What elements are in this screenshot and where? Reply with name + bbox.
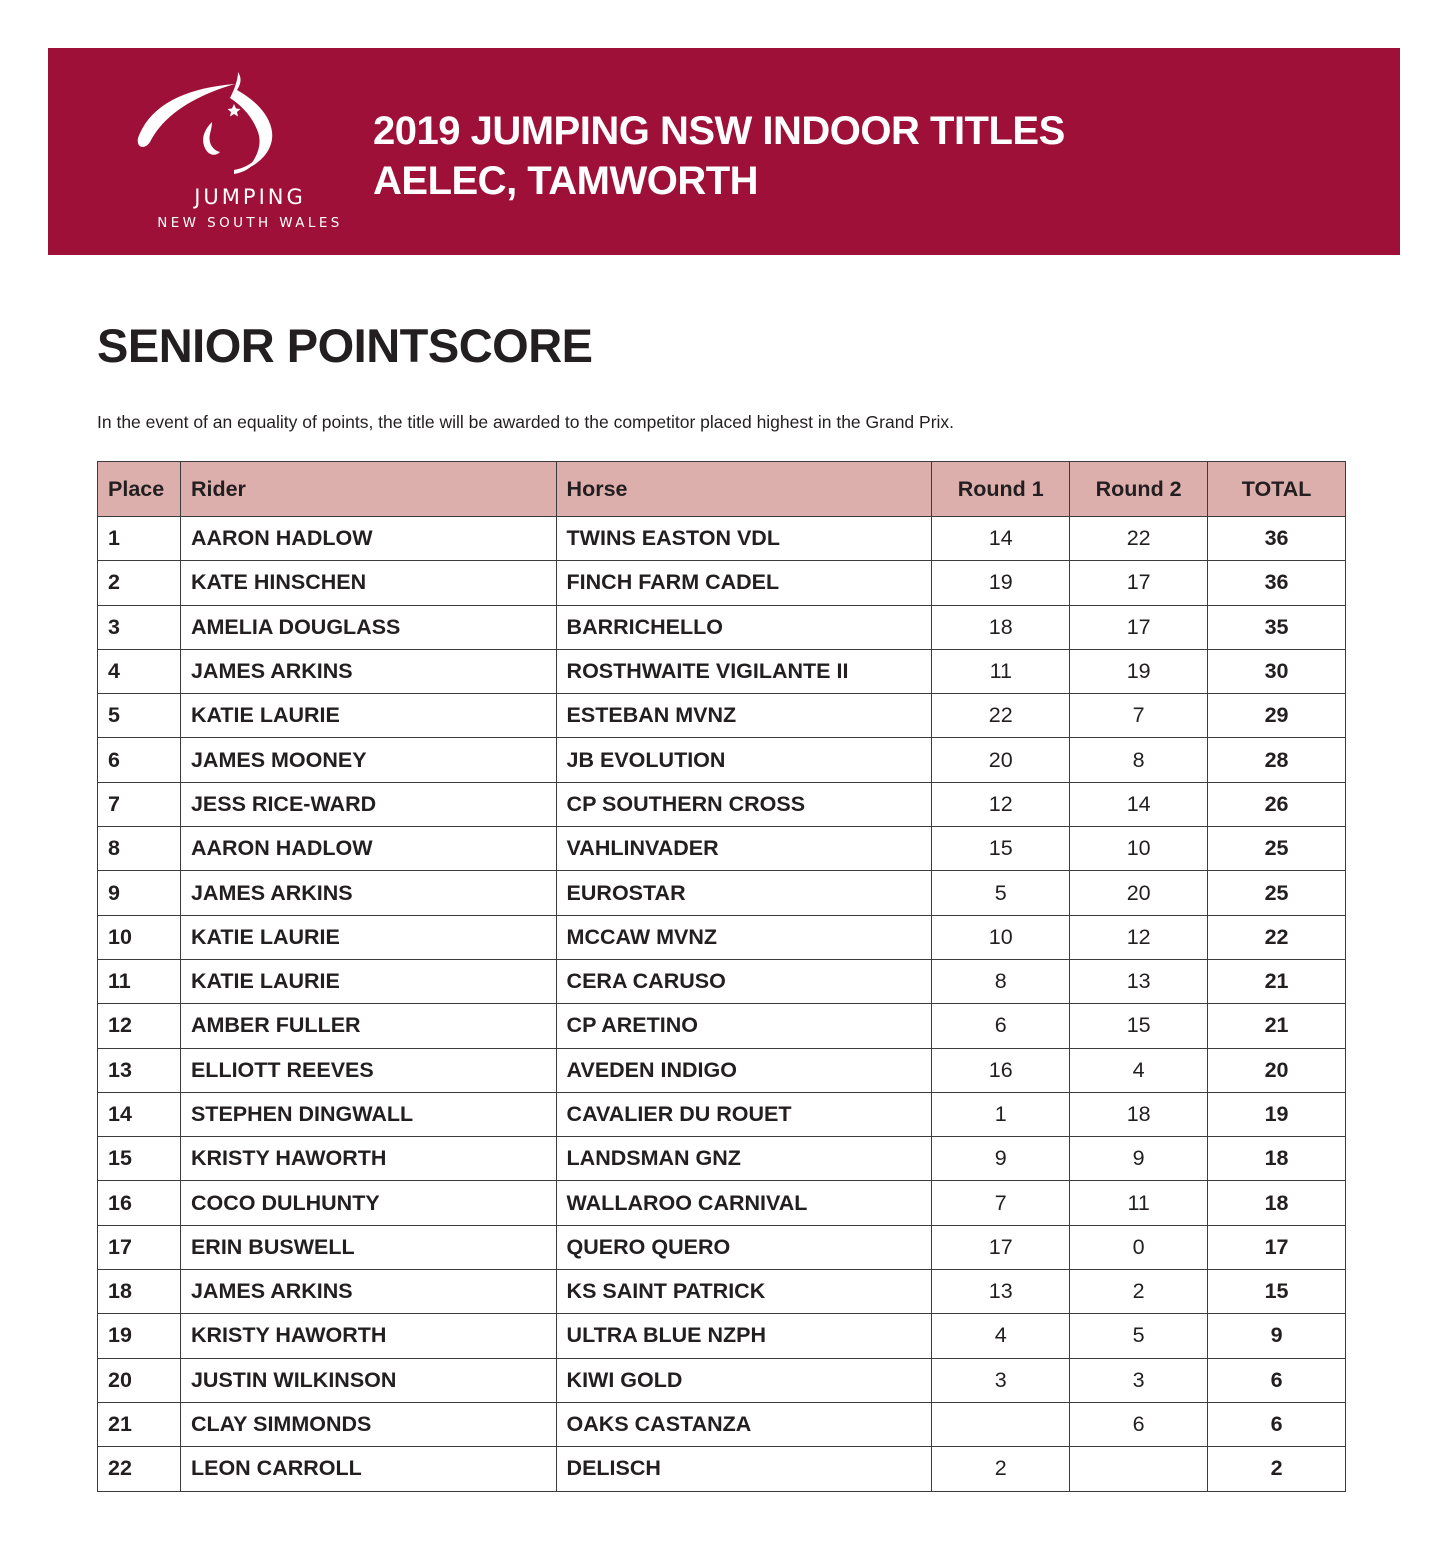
cell-rider: COCO DULHUNTY	[180, 1181, 556, 1225]
cell-rider: JUSTIN WILKINSON	[180, 1358, 556, 1402]
cell-round2: 8	[1070, 738, 1208, 782]
cell-round2: 7	[1070, 694, 1208, 738]
column-header-place: Place	[98, 462, 181, 517]
cell-horse: ROSTHWAITE VIGILANTE II	[556, 649, 932, 693]
cell-place: 9	[98, 871, 181, 915]
cell-horse: CAVALIER DU ROUET	[556, 1092, 932, 1136]
cell-round2: 4	[1070, 1048, 1208, 1092]
table-row	[98, 738, 1346, 782]
cell-rider: LEON CARROLL	[180, 1447, 556, 1491]
cell-round2: 0	[1070, 1225, 1208, 1269]
cell-round1: 4	[932, 1314, 1070, 1358]
cell-total: 19	[1208, 1092, 1346, 1136]
cell-rider: ERIN BUSWELL	[180, 1225, 556, 1269]
table-row	[98, 561, 1346, 605]
table-row	[98, 1004, 1346, 1048]
cell-round1: 10	[932, 915, 1070, 959]
cell-place: 21	[98, 1402, 181, 1446]
table-row	[98, 1092, 1346, 1136]
cell-place: 12	[98, 1004, 181, 1048]
cell-place: 19	[98, 1314, 181, 1358]
cell-rider: AARON HADLOW	[180, 517, 556, 561]
cell-round2: 15	[1070, 1004, 1208, 1048]
cell-rider: JESS RICE-WARD	[180, 782, 556, 826]
cell-place: 20	[98, 1358, 181, 1402]
cell-round2: 13	[1070, 959, 1208, 1003]
cell-place: 7	[98, 782, 181, 826]
cell-horse: CERA CARUSO	[556, 959, 932, 1003]
cell-rider: KATIE LAURIE	[180, 915, 556, 959]
event-title-line-1: 2019 JUMPING NSW INDOOR TITLES	[373, 109, 1065, 153]
column-header-rider: Rider	[180, 462, 556, 517]
cell-total: 2	[1208, 1447, 1346, 1491]
cell-round2: 14	[1070, 782, 1208, 826]
cell-round1: 14	[932, 517, 1070, 561]
cell-horse: VAHLINVADER	[556, 827, 932, 871]
cell-round2: 3	[1070, 1358, 1208, 1402]
cell-horse: JB EVOLUTION	[556, 738, 932, 782]
cell-place: 1	[98, 517, 181, 561]
column-header-horse: Horse	[556, 462, 932, 517]
cell-round2: 19	[1070, 649, 1208, 693]
cell-total: 30	[1208, 649, 1346, 693]
cell-round1: 15	[932, 827, 1070, 871]
cell-place: 8	[98, 827, 181, 871]
cell-place: 2	[98, 561, 181, 605]
column-header-round2: Round 2	[1070, 462, 1208, 517]
table-row	[98, 517, 1346, 561]
cell-place: 11	[98, 959, 181, 1003]
cell-rider: KRISTY HAWORTH	[180, 1137, 556, 1181]
cell-round2: 22	[1070, 517, 1208, 561]
cell-total: 15	[1208, 1270, 1346, 1314]
cell-round1: 3	[932, 1358, 1070, 1402]
cell-round2: 5	[1070, 1314, 1208, 1358]
cell-place: 16	[98, 1181, 181, 1225]
table-header-row	[98, 462, 1346, 517]
table-row	[98, 1402, 1346, 1446]
cell-round2: 12	[1070, 915, 1208, 959]
cell-place: 22	[98, 1447, 181, 1491]
cell-rider: AARON HADLOW	[180, 827, 556, 871]
cell-horse: CP SOUTHERN CROSS	[556, 782, 932, 826]
cell-round2: 10	[1070, 827, 1208, 871]
cell-total: 18	[1208, 1181, 1346, 1225]
cell-round2: 17	[1070, 561, 1208, 605]
tiebreak-note: In the event of an equality of points, the title will be awarded to the competitor placed highest in the Grand Prix.	[97, 412, 955, 432]
cell-place: 18	[98, 1270, 181, 1314]
column-header-round1: Round 1	[932, 462, 1070, 517]
cell-rider: KATE HINSCHEN	[180, 561, 556, 605]
cell-total: 26	[1208, 782, 1346, 826]
table-row	[98, 1270, 1346, 1314]
cell-horse: DELISCH	[556, 1447, 932, 1491]
cell-rider: JAMES ARKINS	[180, 871, 556, 915]
cell-horse: AVEDEN INDIGO	[556, 1048, 932, 1092]
cell-round1: 8	[932, 959, 1070, 1003]
cell-round1: 18	[932, 605, 1070, 649]
cell-round2: 11	[1070, 1181, 1208, 1225]
cell-horse: TWINS EASTON VDL	[556, 517, 932, 561]
cell-round1: 13	[932, 1270, 1070, 1314]
cell-total: 21	[1208, 1004, 1346, 1048]
cell-rider: CLAY SIMMONDS	[180, 1402, 556, 1446]
cell-horse: FINCH FARM CADEL	[556, 561, 932, 605]
cell-place: 14	[98, 1092, 181, 1136]
logo-subname: NEW SOUTH WALES	[157, 215, 343, 231]
cell-total: 20	[1208, 1048, 1346, 1092]
cell-horse: KS SAINT PATRICK	[556, 1270, 932, 1314]
cell-round1: 5	[932, 871, 1070, 915]
table-row	[98, 871, 1346, 915]
star-icon	[228, 104, 241, 117]
cell-place: 10	[98, 915, 181, 959]
table-row	[98, 1358, 1346, 1402]
cell-total: 35	[1208, 605, 1346, 649]
cell-round2: 18	[1070, 1092, 1208, 1136]
cell-round2: 6	[1070, 1402, 1208, 1446]
cell-round1: 17	[932, 1225, 1070, 1269]
cell-rider: KATIE LAURIE	[180, 694, 556, 738]
cell-total: 17	[1208, 1225, 1346, 1269]
cell-total: 9	[1208, 1314, 1346, 1358]
cell-rider: ELLIOTT REEVES	[180, 1048, 556, 1092]
logo-name: JUMPING	[194, 185, 306, 209]
cell-horse: BARRICHELLO	[556, 605, 932, 649]
table-row	[98, 827, 1346, 871]
jumping-nsw-logo	[100, 70, 360, 240]
cell-total: 18	[1208, 1137, 1346, 1181]
cell-horse: OAKS CASTANZA	[556, 1402, 932, 1446]
cell-horse: CP ARETINO	[556, 1004, 932, 1048]
cell-total: 21	[1208, 959, 1346, 1003]
cell-round2: 17	[1070, 605, 1208, 649]
cell-round2: 20	[1070, 871, 1208, 915]
cell-place: 4	[98, 649, 181, 693]
cell-place: 13	[98, 1048, 181, 1092]
page-title: SENIOR POINTSCORE	[97, 319, 593, 372]
cell-round1: 16	[932, 1048, 1070, 1092]
cell-round1: 11	[932, 649, 1070, 693]
results-table	[97, 461, 1346, 1492]
cell-place: 17	[98, 1225, 181, 1269]
cell-round1: 1	[932, 1092, 1070, 1136]
cell-round1: 6	[932, 1004, 1070, 1048]
cell-rider: JAMES MOONEY	[180, 738, 556, 782]
table-row	[98, 959, 1346, 1003]
cell-round1: 12	[932, 782, 1070, 826]
cell-place: 15	[98, 1137, 181, 1181]
cell-total: 25	[1208, 871, 1346, 915]
table-row	[98, 1048, 1346, 1092]
horse-head-icon	[130, 70, 290, 180]
table-row	[98, 649, 1346, 693]
table-row	[98, 915, 1346, 959]
column-header-total: TOTAL	[1208, 462, 1346, 517]
cell-total: 6	[1208, 1358, 1346, 1402]
table-row	[98, 1447, 1346, 1491]
cell-horse: EUROSTAR	[556, 871, 932, 915]
cell-place: 5	[98, 694, 181, 738]
cell-rider: JAMES ARKINS	[180, 649, 556, 693]
cell-horse: WALLAROO CARNIVAL	[556, 1181, 932, 1225]
table-row	[98, 694, 1346, 738]
table-row	[98, 605, 1346, 649]
cell-rider: STEPHEN DINGWALL	[180, 1092, 556, 1136]
cell-place: 6	[98, 738, 181, 782]
table-row	[98, 1181, 1346, 1225]
cell-total: 36	[1208, 517, 1346, 561]
cell-rider: KRISTY HAWORTH	[180, 1314, 556, 1358]
cell-round1: 22	[932, 694, 1070, 738]
cell-round1: 7	[932, 1181, 1070, 1225]
cell-total: 25	[1208, 827, 1346, 871]
table-row	[98, 1314, 1346, 1358]
cell-round1: 9	[932, 1137, 1070, 1181]
event-title	[373, 106, 1065, 206]
cell-total: 22	[1208, 915, 1346, 959]
table-row	[98, 782, 1346, 826]
cell-horse: MCCAW MVNZ	[556, 915, 932, 959]
results-body	[98, 517, 1346, 1492]
cell-rider: KATIE LAURIE	[180, 959, 556, 1003]
cell-round1: 19	[932, 561, 1070, 605]
cell-total: 28	[1208, 738, 1346, 782]
cell-rider: AMELIA DOUGLASS	[180, 605, 556, 649]
cell-horse: ESTEBAN MVNZ	[556, 694, 932, 738]
cell-round2	[1070, 1447, 1208, 1491]
cell-total: 36	[1208, 561, 1346, 605]
cell-horse: ULTRA BLUE NZPH	[556, 1314, 932, 1358]
cell-total: 29	[1208, 694, 1346, 738]
cell-total: 6	[1208, 1402, 1346, 1446]
cell-horse: LANDSMAN GNZ	[556, 1137, 932, 1181]
cell-horse: QUERO QUERO	[556, 1225, 932, 1269]
event-title-line-2: AELEC, TAMWORTH	[373, 159, 759, 203]
table-row	[98, 1137, 1346, 1181]
header-banner	[48, 48, 1400, 255]
cell-rider: AMBER FULLER	[180, 1004, 556, 1048]
cell-round2: 2	[1070, 1270, 1208, 1314]
cell-round2: 9	[1070, 1137, 1208, 1181]
table-row	[98, 1225, 1346, 1269]
cell-round1	[932, 1402, 1070, 1446]
cell-round1: 20	[932, 738, 1070, 782]
cell-round1: 2	[932, 1447, 1070, 1491]
cell-place: 3	[98, 605, 181, 649]
cell-horse: KIWI GOLD	[556, 1358, 932, 1402]
cell-rider: JAMES ARKINS	[180, 1270, 556, 1314]
